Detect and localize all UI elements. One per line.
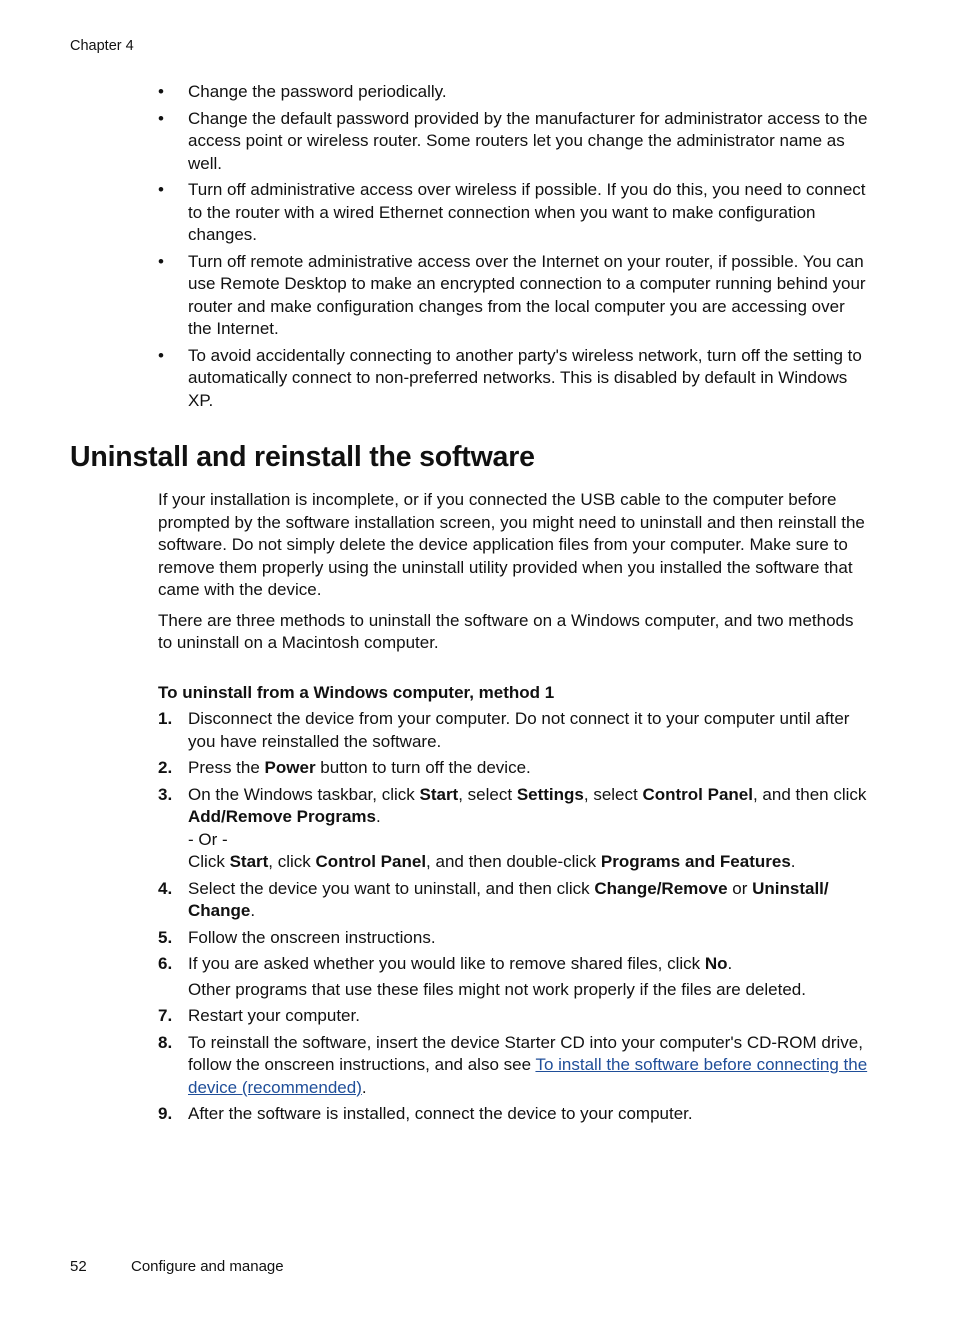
bullet-icon: • — [158, 180, 164, 199]
control-panel-term: Control Panel — [315, 852, 427, 871]
control-panel-term: Control Panel — [642, 784, 753, 804]
or-separator: - Or - — [188, 829, 228, 849]
step-5 — [158, 927, 870, 950]
section-intro — [158, 489, 870, 663]
step-text: , select — [458, 784, 517, 804]
step-9 — [158, 1103, 870, 1126]
step-6 — [158, 953, 870, 1001]
step-text: If you are asked whether you would like to remove shared files, click — [188, 954, 705, 973]
change-remove-term: Change/Remove — [594, 878, 728, 898]
step-number: 9. — [158, 1104, 173, 1123]
step-text: On the Windows taskbar, click — [188, 784, 420, 804]
step-text: To reinstall the software, insert the device Starter CD into your computer's CD-ROM drive, follow the onscreen instructions, and also see — [188, 1032, 863, 1074]
step-text: . — [361, 1077, 367, 1097]
list-item-text: To avoid accidentally connecting to another party's wireless network, turn off the setting to automatically connect to non-preferred networks. This is disabled by default in Windows XP. — [188, 345, 862, 410]
chapter-label: Chapter 4 — [70, 38, 134, 54]
install-software-link[interactable]: To install the software before connecting the device (recommended) — [188, 1055, 868, 1097]
step-text: Press the — [188, 758, 265, 777]
step-4 — [158, 878, 870, 923]
step-number: 8. — [158, 1032, 173, 1052]
list-item — [158, 108, 870, 176]
bullet-icon: • — [158, 251, 164, 271]
uninstall-change-term: Uninstall/ Change — [188, 878, 829, 920]
list-item — [158, 251, 870, 341]
step-3-option-b — [188, 851, 870, 874]
start-term: Start — [229, 852, 269, 871]
power-term: Power — [264, 758, 316, 777]
procedure-steps — [158, 708, 870, 1130]
step-text: . — [250, 901, 256, 920]
list-item — [158, 179, 870, 247]
list-item — [158, 81, 870, 104]
step-2 — [158, 757, 870, 780]
step-3 — [158, 784, 870, 874]
start-term: Start — [419, 784, 459, 804]
step-1 — [158, 708, 870, 753]
step-7 — [158, 1005, 870, 1028]
add-remove-programs-term: Add/Remove Programs — [188, 807, 376, 826]
step-number: 1. — [158, 709, 173, 728]
step-text: After the software is installed, connect the device to your computer. — [188, 1104, 693, 1123]
methods-paragraph: There are three methods to uninstall the software on a Windows computer, and two methods to uninstall on a Macintosh computer. — [158, 610, 854, 652]
step-number: 3. — [158, 784, 173, 804]
step-3-option-a — [188, 784, 870, 829]
step-number: 7. — [158, 1006, 173, 1025]
page-number: 52 — [70, 1258, 87, 1275]
list-item — [158, 345, 870, 413]
step-number: 4. — [158, 878, 173, 898]
step-text: , select — [583, 784, 643, 804]
list-item-text: Turn off administrative access over wireless if possible. If you do this, you need to connect to the router with a wired Ethernet connection when you want to make configuration changes. — [188, 180, 866, 244]
settings-term: Settings — [516, 784, 584, 804]
section-heading: Uninstall and reinstall the software — [70, 441, 535, 473]
step-text: Select the device you want to uninstall, and then click — [188, 878, 595, 898]
intro-paragraph: If your installation is incomplete, or if you connected the USB cable to the computer before prompted by the software installation screen, you might need to uninstall and then reinstall the software. Do not simply delete the device application files from your computer. Make sure to remove them properly using the uninstall utility provided when you installed the software that came with the device. — [158, 490, 865, 599]
bullet-icon: • — [158, 82, 164, 101]
security-tips-list — [158, 81, 870, 416]
step-text: . — [727, 954, 733, 973]
bullet-icon: • — [158, 345, 164, 365]
step-text: Follow the onscreen instructions. — [188, 927, 436, 947]
step-text: . — [790, 852, 796, 871]
step-number: 6. — [158, 954, 173, 973]
step-note: Other programs that use these files might not work properly if the files are deleted. — [188, 979, 806, 999]
bullet-icon: • — [158, 108, 164, 128]
no-term: No — [704, 954, 728, 973]
step-number: 5. — [158, 927, 173, 947]
step-text: , and then double-click — [426, 852, 601, 871]
step-text: , click — [268, 852, 316, 871]
step-number: 2. — [158, 758, 173, 777]
step-text: , and then click — [752, 784, 867, 804]
list-item-text: Change the default password provided by the manufacturer for administrator access to the access point or wireless router. Some routers let you change the administrator name as well. — [188, 108, 868, 173]
step-8 — [158, 1032, 870, 1100]
step-text: button to turn off the device. — [315, 758, 531, 777]
list-item-text: Change the password periodically. — [188, 82, 447, 101]
footer-section-title: Configure and manage — [131, 1258, 284, 1275]
programs-features-term: Programs and Features — [600, 852, 791, 871]
list-item-text: Turn off remote administrative access over the Internet on your router, if possible. You can use Remote Desktop to make an encrypted connection to a computer running behind your router and make configuration changes from the local computer you are accessing over the Internet. — [188, 251, 866, 338]
step-text: Click — [188, 852, 230, 871]
procedure-title: To uninstall from a Windows computer, method 1 — [158, 683, 555, 702]
step-text: . — [376, 807, 381, 826]
step-text: Restart your computer. — [188, 1006, 360, 1025]
step-text: or — [727, 878, 753, 898]
step-text: Disconnect the device from your computer. Do not connect it to your computer until after you have reinstalled the software. — [188, 709, 850, 751]
